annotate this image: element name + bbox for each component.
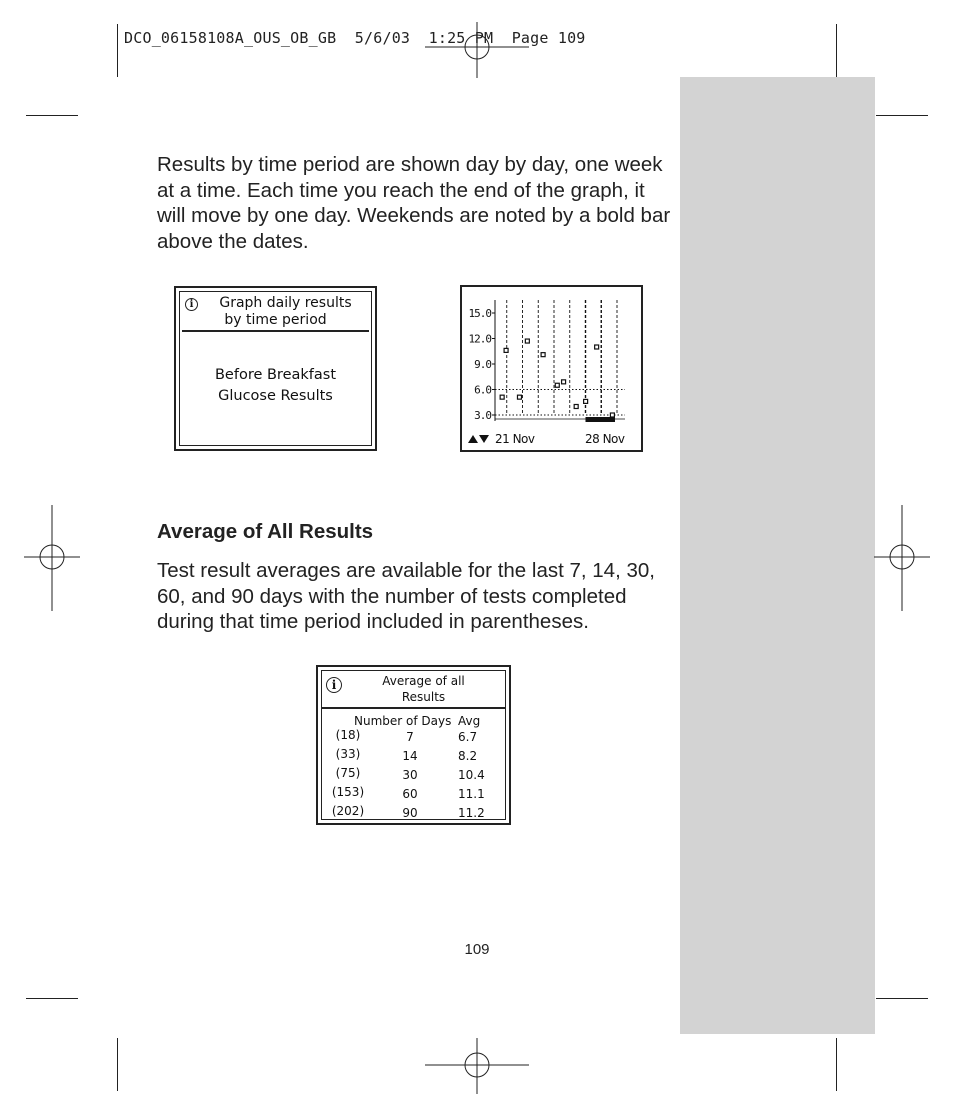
data-point bbox=[595, 345, 599, 349]
avg-cell: 6.7 bbox=[458, 730, 478, 744]
days-cell: 14 bbox=[402, 749, 418, 763]
data-point bbox=[574, 405, 578, 409]
screen1-body-line1: Before Breakfast bbox=[214, 367, 337, 383]
crop-mark-top-right-h bbox=[876, 115, 928, 116]
meter-screen-graph-menu bbox=[174, 286, 377, 451]
data-point bbox=[525, 339, 529, 343]
meter-screen-chart bbox=[460, 285, 643, 452]
screen3-divider bbox=[322, 707, 505, 709]
data-point bbox=[541, 353, 545, 357]
average-paragraph: Test result averages are available for the last 7, 14, 30, 60, and 90 days with the number of tests completed during that time period included in parentheses. bbox=[157, 559, 655, 633]
screen1-body-line2: Glucose Results bbox=[218, 388, 333, 404]
info-icon: i bbox=[326, 677, 342, 693]
y-tick-label: 9.0 bbox=[474, 358, 491, 371]
avg-cell: 11.1 bbox=[458, 787, 485, 801]
crop-mark-bottom-right-v bbox=[836, 1038, 837, 1091]
test-count-cell: (33) bbox=[335, 747, 361, 761]
column-header-days: Number of Days bbox=[354, 714, 452, 728]
gray-margin-band bbox=[680, 77, 875, 1034]
avg-cell: 8.2 bbox=[458, 749, 478, 763]
screen3-title-line2: Results bbox=[401, 690, 446, 704]
avg-cell: 11.2 bbox=[458, 806, 485, 820]
data-point bbox=[584, 399, 588, 403]
column-header-avg: Avg bbox=[458, 714, 481, 728]
x-end-label: 28 Nov bbox=[585, 432, 625, 446]
print-slug: DCO_06158108A_OUS_OB_GB 5/6/03 1:25 PM Page 109 bbox=[124, 29, 586, 47]
test-count-cell: (75) bbox=[335, 766, 361, 780]
days-cell: 60 bbox=[402, 787, 418, 801]
crop-mark-top-left-h bbox=[26, 115, 78, 116]
intro-paragraph: Results by time period are shown day by day, one week at a time. Each time you reach the end of the graph, it will move by one day. Weekends are noted by a bold bar above the dates. bbox=[157, 153, 671, 253]
test-count-cell: (153) bbox=[331, 785, 365, 799]
weekend-bar bbox=[586, 417, 616, 422]
data-point bbox=[610, 413, 614, 417]
data-point bbox=[500, 395, 504, 399]
page-number: 109 bbox=[464, 941, 490, 958]
crop-mark-bottom-left-v bbox=[117, 1038, 118, 1091]
screen1-title-line1: Graph daily results bbox=[219, 295, 352, 311]
days-cell: 7 bbox=[406, 730, 414, 744]
crop-mark-top-left-v bbox=[117, 24, 118, 77]
registration-mark-right bbox=[874, 505, 930, 611]
screen3-title-line1: Average of all bbox=[382, 674, 465, 688]
meter-screen-averages bbox=[316, 665, 511, 825]
data-point bbox=[562, 380, 566, 384]
up-arrow-icon bbox=[468, 435, 478, 443]
days-cell: 90 bbox=[402, 806, 418, 820]
data-point bbox=[504, 348, 508, 352]
data-point bbox=[555, 383, 559, 387]
registration-mark-top bbox=[425, 22, 529, 78]
registration-mark-left bbox=[24, 505, 80, 611]
data-point bbox=[517, 395, 521, 399]
registration-mark-bottom bbox=[425, 1038, 529, 1094]
crop-mark-bottom-right-h bbox=[876, 998, 928, 999]
y-tick-label: 3.0 bbox=[474, 409, 491, 422]
test-count-cell: (18) bbox=[335, 728, 361, 742]
test-count-cell: (202) bbox=[331, 804, 365, 818]
days-cell: 30 bbox=[402, 768, 418, 782]
down-arrow-icon bbox=[479, 435, 489, 443]
y-tick-label: 15.0 bbox=[468, 307, 491, 320]
screen1-divider bbox=[182, 330, 369, 332]
y-tick-label: 12.0 bbox=[468, 332, 491, 346]
screen1-title-line2: by time period bbox=[224, 312, 327, 328]
y-tick-label: 6.0 bbox=[474, 383, 491, 397]
avg-cell: 10.4 bbox=[458, 768, 485, 782]
crop-mark-bottom-left-h bbox=[26, 998, 78, 999]
section-heading: Average of All Results bbox=[157, 520, 374, 543]
x-start-label: 21 Nov bbox=[495, 432, 535, 446]
crop-mark-top-right-v bbox=[836, 24, 837, 77]
daily-results-chart bbox=[465, 290, 638, 447]
info-icon: i bbox=[185, 298, 198, 311]
